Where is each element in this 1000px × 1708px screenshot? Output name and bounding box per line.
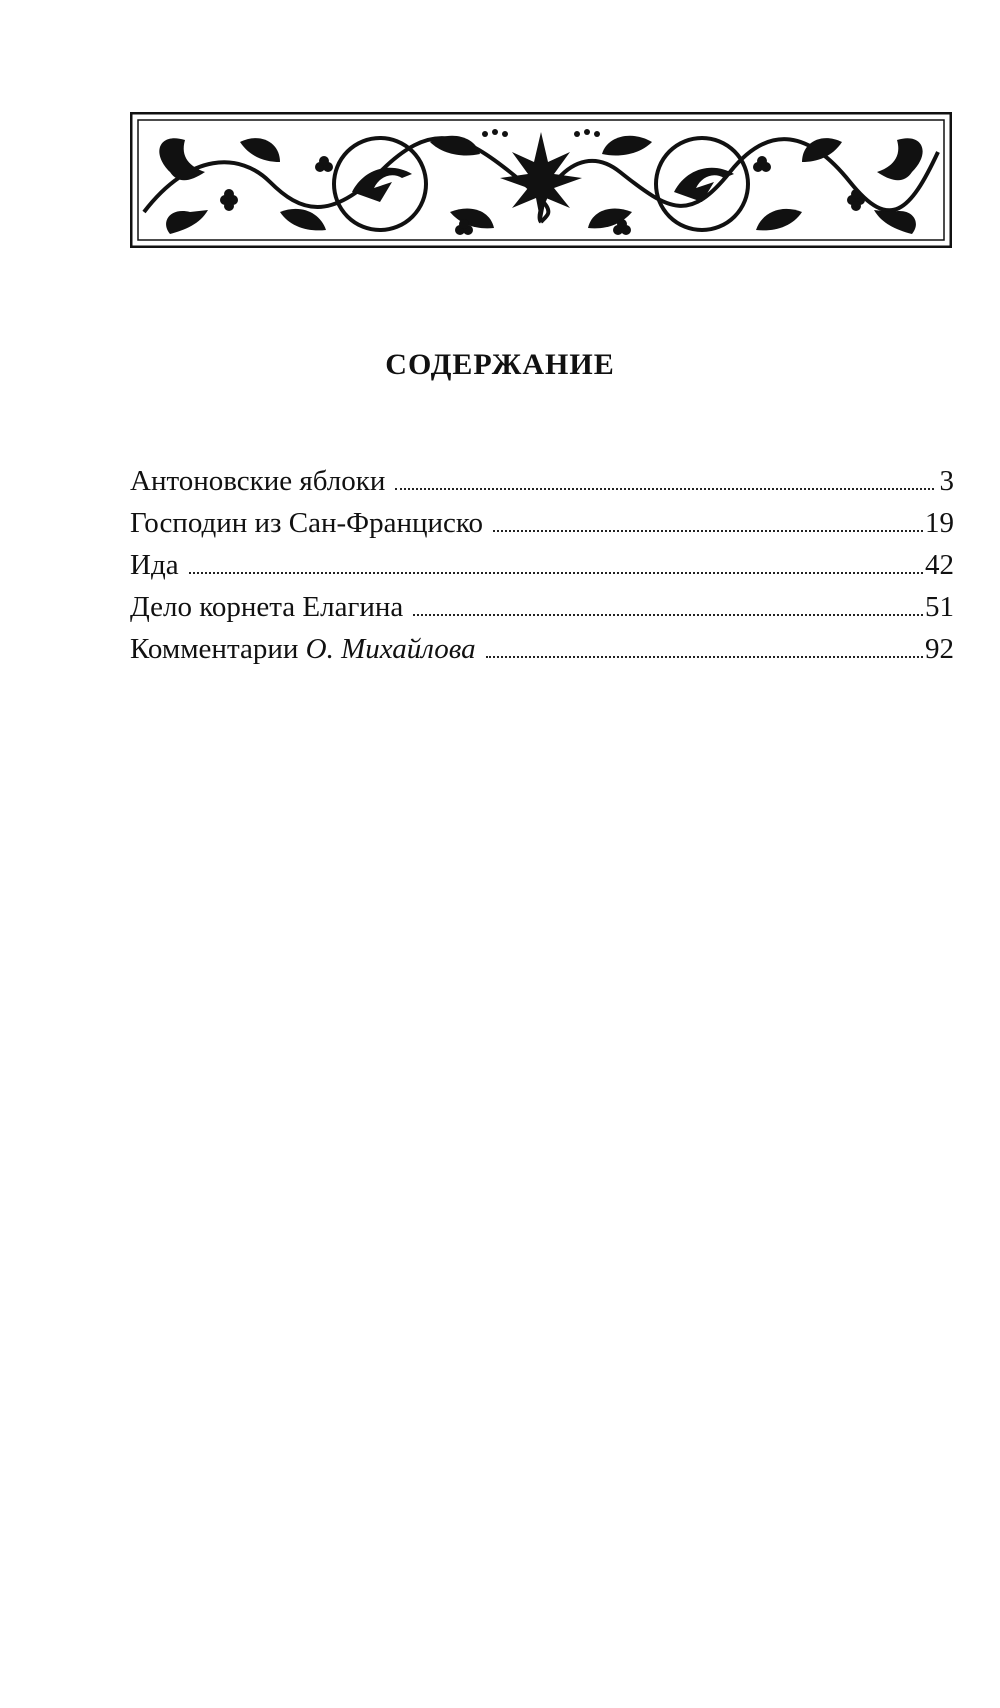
toc-entry-kommentarii[interactable]: [130, 628, 954, 670]
toc-entry-title: Комментарии О. Михайлова: [130, 633, 476, 665]
toc-entry-page: 3: [939, 465, 954, 497]
toc-entry-page: 92: [925, 633, 954, 665]
toc-entry-author: О. Михайлова: [305, 633, 476, 665]
toc-entry-title: Ида: [130, 549, 179, 581]
toc-dot-leader: [493, 530, 923, 532]
toc-entry-title: Антоновские яблоки: [130, 465, 386, 497]
toc-entry-page: 51: [925, 591, 954, 623]
toc-dot-leader: [189, 572, 923, 574]
table-of-contents: [130, 460, 954, 670]
toc-dot-leader: [395, 488, 934, 490]
toc-entry-delo-korneta-elagina[interactable]: [130, 586, 954, 628]
page-title: СОДЕРЖАНИЕ: [385, 348, 615, 381]
toc-entry-ida[interactable]: [130, 544, 954, 586]
toc-entry-title: Господин из Сан-Франциско: [130, 507, 483, 539]
toc-entry-gospodin-iz-san-frantsisko[interactable]: [130, 502, 954, 544]
toc-entry-page: 19: [925, 507, 954, 539]
toc-dot-leader: [486, 656, 923, 658]
toc-entry-antonovskie-yabloki[interactable]: [130, 460, 954, 502]
toc-entry-page: 42: [925, 549, 954, 581]
floral-border-ornament-icon: [130, 112, 952, 248]
toc-dot-leader: [413, 614, 923, 616]
toc-entry-title: Дело корнета Елагина: [130, 591, 404, 623]
